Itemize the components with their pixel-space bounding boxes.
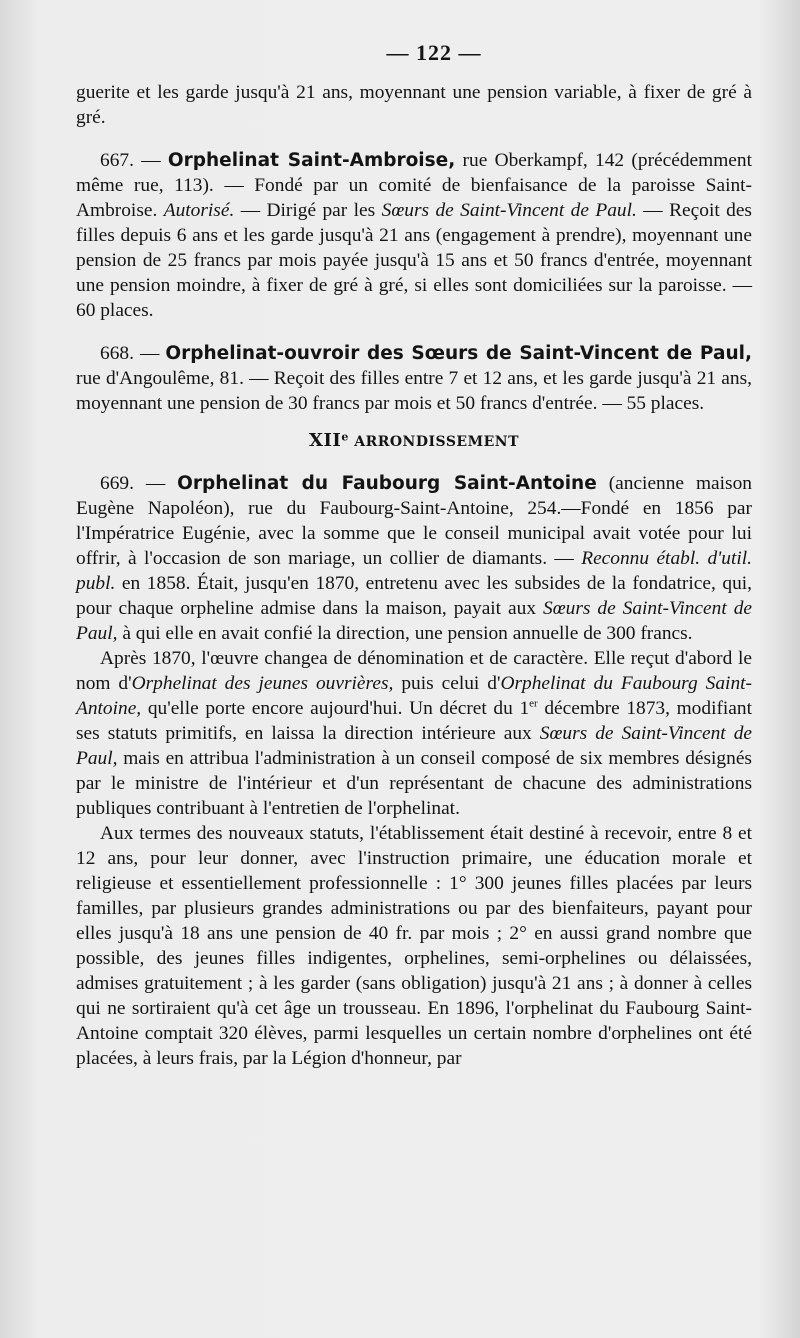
entry-number: 668. — bbox=[100, 343, 160, 364]
entry-number: 667. — bbox=[100, 150, 161, 171]
section-heading: XIIe ARRONDISSEMENT bbox=[309, 430, 519, 451]
entry-title: Orphelinat du Faubourg Saint-Antoine bbox=[177, 473, 597, 494]
entry-title: Orphelinat-ouvroir des Sœurs de Saint-Vincent de Paul, bbox=[165, 343, 752, 364]
entry-667: 667. — Orphelinat Saint-Ambroise, rue Oberkampf, 142 (précédemment même rue, 113). — Fondé par un comité de bienfaisance de la paroisse Saint-Ambroise. Autorisé. — Dirigé par les Sœurs de Saint-Vincent de Paul. — Reçoit des filles depuis 6 ans et les garde jusqu'à 21 ans (engagement à prendre), moyennant une pension de 25 francs par mois payée jusqu'à 15 ans et 50 francs d'entrée, moyennant une pension moindre, à fixer de gré à gré, si elles sont domiciliées sur la paroisse. — 60 places. bbox=[76, 150, 752, 321]
paragraph-apres-1870: Après 1870, l'œuvre changea de dénomination et de caractère. Elle reçut d'abord le nom d'Orphelinat des jeunes ouvrières, puis celui d'Orphelinat du Faubourg Saint-Antoine, qu'elle porte encore aujourd'hui. Un décret du 1er décembre 1873, modifiant ses statuts primitifs, en laissa la direction intérieure aux Sœurs de Saint-Vincent de Paul, mais en attribua l'administration à un conseil composé de six membres désignés par le ministre de l'intérieur et d'un représentant de chacune des administrations publiques contribuant à l'entretien de l'orphelinat. bbox=[76, 648, 752, 819]
continuation-paragraph: guerite et les garde jusqu'à 21 ans, moyennant une pension variable, à fixer de gré à gré. bbox=[76, 82, 752, 128]
entry-number: 669. — bbox=[100, 473, 166, 494]
page-number: — 122 — bbox=[386, 40, 482, 65]
entry-title: Orphelinat Saint-Ambroise, bbox=[167, 150, 456, 171]
entry-668: 668. — Orphelinat-ouvroir des Sœurs de Saint-Vincent de Paul, rue d'Angoulême, 81. — Reçoit des filles entre 7 et 12 ans, et les garde jusqu'à 21 ans, moyennant une pension de 30 francs par mois et 50 francs d'entrée. — 55 places. bbox=[76, 343, 752, 414]
entry-669: 669. — Orphelinat du Faubourg Saint-Antoine (ancienne maison Eugène Napoléon), rue du Faubourg-Saint-Antoine, 254.—Fondé en 1856 par l'Impératrice Eugénie, avec la somme que le conseil municipal avait votée pour lui offrir, à l'occasion de son mariage, un collier de diamants. — Reconnu établ. d'util. publ. en 1858. Était, jusqu'en 1870, entretenu avec les subsides de la fondatrice, qui, pour chaque orpheline admise dans la maison, payait aux Sœurs de Saint-Vincent de Paul, à qui elle en avait confié la direction, une pension annuelle de 300 francs. bbox=[76, 473, 753, 644]
paragraph-statuts: Aux termes des nouveaux statuts, l'établissement était destiné à recevoir, entre 8 et 12 ans, pour leur donner, avec l'instruction primaire, une éducation morale et religieuse et essentiellement professionnelle : 1° 300 jeunes filles placées par leurs familles, par plusieurs grandes administrations ou par des bienfaiteurs, payant pour elles jusqu'à 18 ans une pension de 40 fr. par mois ; 2° en aussi grand nombre que possible, des jeunes filles indigentes, orphelines, semi-orphelines ou délaissées, admises gratuitement ; à les garder (sans obligation) jusqu'à 21 ans ; à donner à celles qui ne sortiraient qu'à cet âge un trousseau. En 1896, l'orphelinat du Faubourg Saint-Antoine comptait 320 élèves, parmi lesquelles un certain nombre d'orphelines ont été placées, à leurs frais, par la Légion d'honneur, par bbox=[76, 823, 752, 1069]
